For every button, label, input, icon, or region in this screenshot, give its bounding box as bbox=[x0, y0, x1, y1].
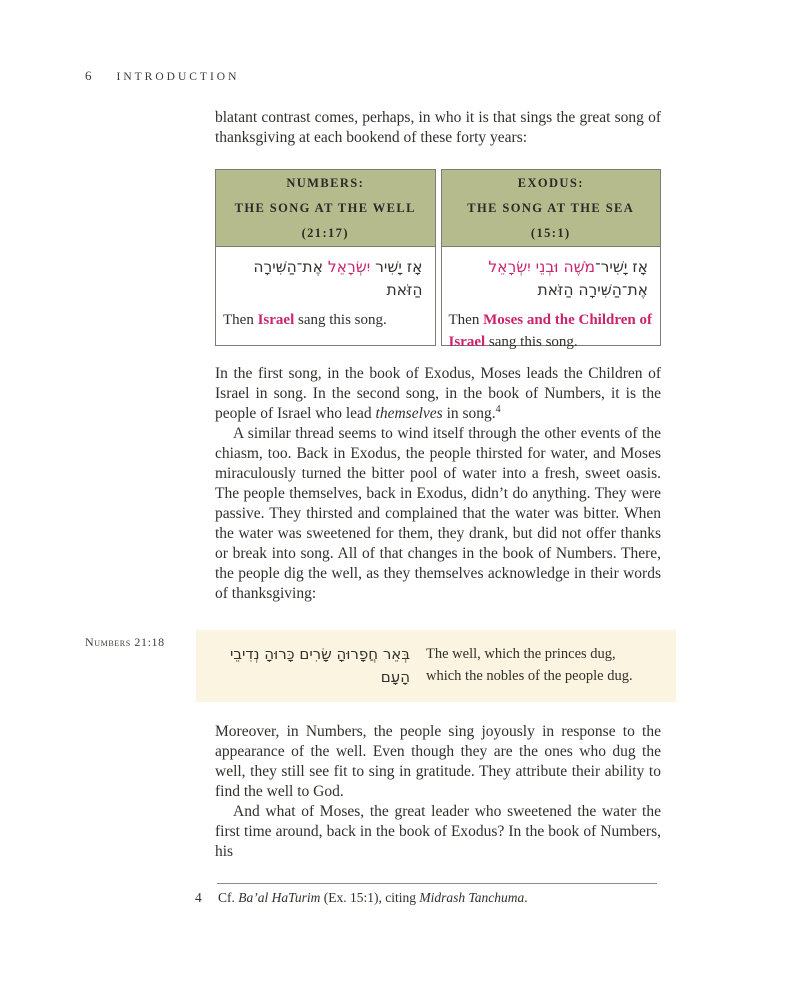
footnote-number: 4 bbox=[195, 890, 202, 905]
section-title: INTRODUCTION bbox=[116, 71, 240, 83]
page-number: 6 bbox=[85, 68, 93, 83]
hebrew-highlight: מֹשֶׁה וּבְנֵי יִשְׂרָאֵל bbox=[488, 258, 596, 276]
table-header-numbers bbox=[216, 170, 435, 247]
header-line: NUMBERS: bbox=[286, 175, 365, 190]
hebrew-verse bbox=[223, 256, 428, 302]
quote-block bbox=[196, 630, 676, 702]
running-header bbox=[85, 68, 239, 84]
table-column-exodus bbox=[441, 169, 662, 350]
paragraph-first-song bbox=[215, 364, 661, 424]
paragraph-text: In the first song, in the book of Exodus, Moses leads the Children of Israel in song. In the second song, in the book of Numbers, it is the people of Israel who lead bbox=[215, 365, 661, 422]
english-text: Then bbox=[448, 312, 484, 328]
footnote-text: Cf. bbox=[218, 890, 239, 905]
hebrew-text: אֶת־הַשִּׁירָה הַזֹּאת bbox=[253, 258, 423, 299]
footnote bbox=[195, 889, 661, 907]
footnote-citation: Midrash Tanchuma bbox=[419, 890, 525, 905]
intro-paragraph: blatant contrast comes, perhaps, in who it is that sings the great song of thanksgiving at each bookend of these forty years: bbox=[215, 109, 661, 146]
english-text: sang this song. bbox=[294, 312, 387, 328]
text-column bbox=[195, 108, 661, 907]
quote-english: The well, which the princes dug, which the nobles of the people dug. bbox=[426, 646, 633, 684]
comparison-table bbox=[215, 169, 661, 350]
header-line: EXODUS: bbox=[517, 175, 584, 190]
footnote-text: (Ex. 15:1), citing bbox=[320, 890, 420, 905]
header-line: THE SONG AT THE WELL bbox=[234, 200, 416, 215]
english-highlight: Moses and the Children of Israel bbox=[448, 312, 652, 350]
table-header-exodus bbox=[442, 170, 661, 247]
header-line: THE SONG AT THE SEA bbox=[467, 200, 635, 215]
footnote-text: . bbox=[524, 890, 528, 905]
hebrew-text: אֶת־הַשִּׁירָה הַזֹּאת bbox=[537, 281, 648, 299]
english-translation bbox=[449, 309, 654, 353]
table-cell-numbers bbox=[216, 247, 435, 345]
footnote-citation: Ba’al HaTurim bbox=[238, 890, 321, 905]
hebrew-text: אָז יָשִׁיר bbox=[370, 258, 423, 276]
footnote-divider bbox=[217, 883, 657, 884]
verse-reference-label: Numbers 21:18 bbox=[85, 635, 165, 649]
footnote-reference: 4 bbox=[495, 403, 501, 415]
hebrew-text: אָז יָשִׁיר־ bbox=[595, 258, 648, 276]
hebrew-highlight: יִשְׂרָאֵל bbox=[327, 258, 371, 276]
paragraph-moreover: Moreover, in Numbers, the people sing joyously in response to the appearance of the well. Even though they are the ones who dug the well, they still see fit to sing in gratitude. They attribute their ability to find the well to God. bbox=[215, 723, 661, 800]
quote-hebrew: בְּאֵר חֲפָרוּהָ שָׂרִים כָּרוּהָ נְדִיבֵי הָעָם bbox=[229, 645, 410, 686]
paragraph-what-of-moses: And what of Moses, the great leader who sweetened the water the first time around, back in the book of Exodus? In the book of Numbers, his bbox=[215, 803, 661, 860]
paragraph-text: in song. bbox=[442, 405, 496, 422]
table-column-numbers bbox=[215, 169, 436, 346]
paragraph-similar-thread: A similar thread seems to wind itself through the other events of the chiasm, too. Back in Exodus, the people thirsted for water, and Moses miraculously turned the bitter pool of water into a fresh, sweet oasis. The people themselves, back in Exodus, didn’t do anything. They were passive. They thirsted and complained that the water was bitter. When the water was sweetened for them, they drank, but did not offer thanks or break into song. All of that changes in the book of Numbers. There, the people dig the well, as they themselves acknowledge in their words of thanksgiving: bbox=[215, 425, 661, 602]
english-text: Then bbox=[223, 312, 258, 328]
english-translation bbox=[223, 309, 428, 331]
header-line: (21:17) bbox=[301, 225, 349, 240]
table-cell-exodus bbox=[442, 247, 661, 350]
italic-word: themselves bbox=[375, 405, 443, 422]
english-text: sang this song. bbox=[485, 334, 578, 350]
header-line: (15:1) bbox=[530, 225, 571, 240]
english-highlight: Israel bbox=[257, 312, 295, 328]
hebrew-verse bbox=[449, 256, 654, 302]
